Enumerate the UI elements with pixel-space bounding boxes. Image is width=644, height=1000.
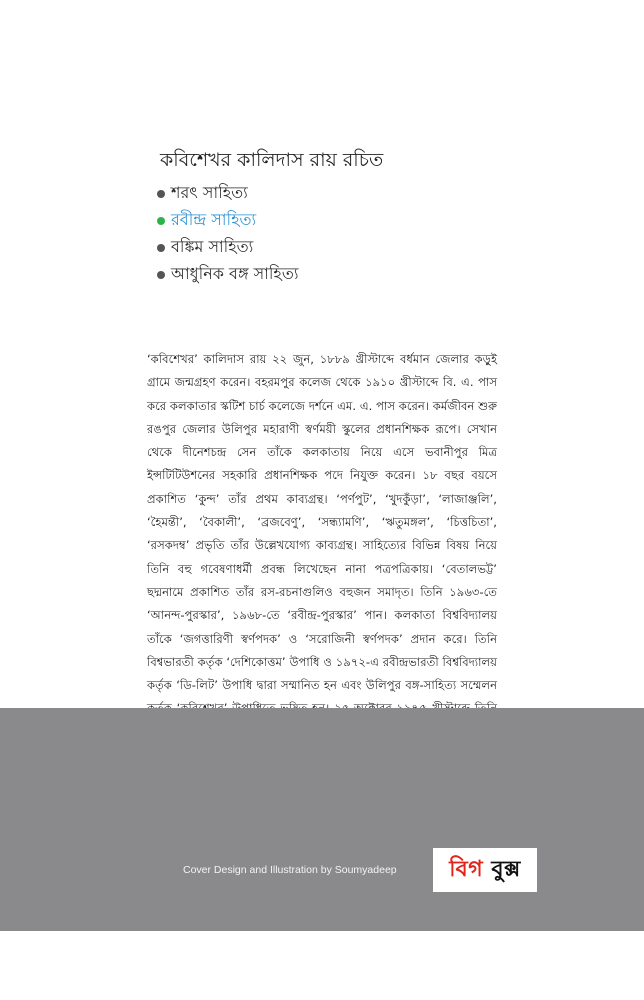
works-heading: কবিশেখর কালিদাস রায় রচিত xyxy=(160,149,384,171)
works-list-item xyxy=(157,261,298,288)
cover-credit: Cover Design and Illustration by Soumyadeep xyxy=(183,864,397,876)
works-list-item-highlighted xyxy=(157,207,298,234)
work-title: রবীন্দ্র সাহিত্য xyxy=(171,210,257,229)
bullet-icon xyxy=(157,244,165,252)
works-list-item xyxy=(157,180,298,207)
bullet-icon xyxy=(157,217,165,225)
grey-footer-band xyxy=(0,708,644,931)
bullet-icon xyxy=(157,190,165,198)
author-biography: ‘কবিশেখর’ কালিদাস রায় ২২ জুন, ১৮৮৯ খ্রীস্টাব্দে বর্ধমান জেলার কড়ুই গ্রামে জন্মগ্রহণ করেন। বহরমপুর কলেজ থেকে ১৯১০ খ্রীস্টাব্দে বি. এ. পাস করে কলকাতার স্কটিশ চার্চ কলেজে দর্শনে এম. এ. পাস করেন। কর্মজীবন শুরু রঙপুর জেলার উলিপুর মহারাণী স্বর্ণময়ী স্কুলের প্রধানশিক্ষক রূপে। সেখান থেকে দীনেশচন্দ্র সেন তাঁকে কলকাতায় নিয়ে এসে ভবানীপুর মিত্র ইন্সটিটিউশনের সহকারি প্রধানশিক্ষক পদে নিযুক্ত করেন। ১৮ বছর বয়সে প্রকাশিত ‘কুন্দ’ তাঁর প্রথম কাব্যগ্রন্থ। ‘পর্ণপুট’, ‘খুদকুঁড়া’, ‘লাজাঞ্জলি’, ‘হৈমন্তী’, ‘বৈকালী’, ‘ব্রজবেণু’, ‘সন্ধ্যামণি’, ‘ঋতুমঙ্গল’, ‘চিত্তচিতা’, ‘রসকদম্ব’ প্রভৃতি তাঁর উল্লেখযোগ্য কাব্যগ্রন্থ। সাহিত্যের বিভিন্ন বিষয় নিয়ে তিনি বহু গবেষণাধর্মী প্রবন্ধ লিখেছেন নানা পত্রপত্রিকায়। ‘বেতালভট্ট’ ছদ্মনামে প্রকাশিত তাঁর রস-রচনাগুলিও বহুজন সমাদৃত। তিনি ১৯৬৩-তে ‘আনন্দ-পুরস্কার’, ১৯৬৮-তে ‘রবীন্দ্র-পুরস্কার’ পান। কলকাতা বিশ্ববিদ্যালয় তাঁকে ‘জগত্তারিণী স্বর্ণপদক’ ও ‘সরোজিনী স্বর্ণপদক’ প্রদান করে। তিনি বিশ্বভারতী কর্তৃক ‘দেশিকোত্তম’ উপাধি ও ১৯৭২-এ রবীন্দ্রভারতী বিশ্ববিদ্যালয় কর্তৃক ‘ডি-লিট’ উপাধি দ্বারা সম্মানিত হন এবং উলিপুর বঙ্গ-সাহিত্য সম্মেলন xyxy=(147,352,497,693)
works-list xyxy=(157,180,298,288)
publisher-logo-part1: বিগ xyxy=(449,856,484,882)
work-title: বঙ্কিম সাহিত্য xyxy=(171,237,254,256)
works-list-item xyxy=(157,234,298,261)
work-title: শরৎ সাহিত্য xyxy=(171,183,248,202)
publisher-logo xyxy=(433,848,537,892)
work-title: আধুনিক বঙ্গ সাহিত্য xyxy=(171,264,299,283)
publisher-logo-part2: বুক্স xyxy=(491,856,521,882)
bullet-icon xyxy=(157,271,165,279)
